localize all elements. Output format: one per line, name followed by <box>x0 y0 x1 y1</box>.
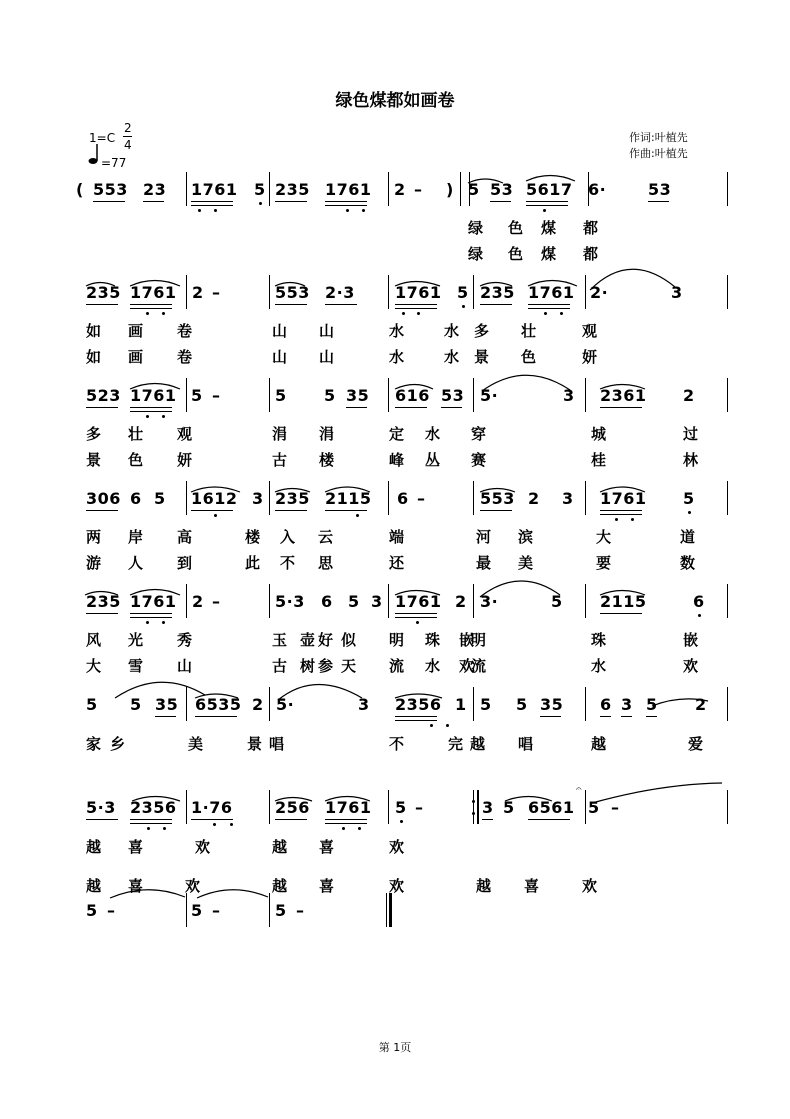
note-group: 1 <box>455 695 467 714</box>
note-group: 5 <box>551 592 563 611</box>
note-group: 1612 <box>191 489 238 508</box>
note-group: – <box>212 901 221 920</box>
lyric-char: 唱 <box>518 735 534 753</box>
note-group: 5617 <box>526 180 573 199</box>
lyric-char: 欢 <box>389 838 405 856</box>
note-group: 2 <box>192 592 204 611</box>
note-group: 1761 <box>130 283 177 302</box>
note-group: 6 <box>130 489 142 508</box>
lyric-char: 绿 <box>468 219 484 237</box>
note-group: 2 <box>192 283 204 302</box>
lyric-char: 水 <box>591 657 607 675</box>
lyric-char: 妍 <box>177 451 193 469</box>
lyric-char: 越 <box>86 838 102 856</box>
lyric-char: 丛 <box>425 451 441 469</box>
note-group: 6 <box>321 592 333 611</box>
note-group: 3 <box>252 489 264 508</box>
note-group: – <box>212 283 221 302</box>
note-group: 3 <box>621 695 633 714</box>
lyric-char: 越 <box>470 735 486 753</box>
lyric-char: 光 <box>128 631 144 649</box>
note-group: 2356 <box>130 798 177 817</box>
note-group: 5· <box>480 386 499 405</box>
note-group: 6 <box>397 489 409 508</box>
lyric-char: 要 <box>596 554 612 572</box>
note-group: 3 <box>563 386 575 405</box>
note-group: 1761 <box>395 592 442 611</box>
note-group: 5 <box>480 695 492 714</box>
note-group: 235 <box>480 283 515 302</box>
lyric-char: 似 <box>341 631 357 649</box>
lyric-char: 山 <box>177 657 193 675</box>
lyric-char: 好 <box>318 631 334 649</box>
note-group: 2· <box>590 283 609 302</box>
note-group: 3 <box>371 592 383 611</box>
lyric-char: 卷 <box>177 348 193 366</box>
tempo-marking: =77 <box>101 156 127 170</box>
lyric-char: 越 <box>591 735 607 753</box>
note-group: 6 <box>600 695 612 714</box>
note-group: 235 <box>275 489 310 508</box>
lyric-char: 古 <box>272 657 288 675</box>
lyric-char: 色 <box>521 348 537 366</box>
lyric-char: 色 <box>508 245 524 263</box>
note-group: 3 <box>358 695 370 714</box>
lyric-char: 端 <box>389 528 405 546</box>
lyric-char: 思 <box>318 554 334 572</box>
lyric-char: 如 <box>86 348 102 366</box>
lyric-char: 高 <box>177 528 193 546</box>
lyric-char: 两 <box>86 528 102 546</box>
lyric-char: 明 <box>471 631 487 649</box>
lyric-char: 壶 <box>300 631 316 649</box>
lyricist-credit: 作词:叶植先 <box>629 131 688 144</box>
lyric-char: 珠 <box>425 631 441 649</box>
lyric-char: 大 <box>86 657 102 675</box>
note-group: 553 <box>480 489 515 508</box>
note-group: 53 <box>490 180 514 199</box>
lyric-char: 道 <box>680 528 696 546</box>
lyric-char: 越 <box>272 838 288 856</box>
note-group: – <box>417 489 426 508</box>
lyric-char: 赛 <box>471 451 487 469</box>
note-group: 2 <box>528 489 540 508</box>
lyric-char: 楼 <box>245 528 261 546</box>
lyric-char: 观 <box>177 425 193 443</box>
note-group: 616 <box>395 386 430 405</box>
note-group: 5 <box>324 386 336 405</box>
note-group: 2 <box>252 695 264 714</box>
lyric-char: 欢 <box>582 877 598 895</box>
lyric-char: 喜 <box>319 877 335 895</box>
note-group: 6 <box>693 592 705 611</box>
note-group: 2356 <box>395 695 442 714</box>
note-group: 5 <box>646 695 658 714</box>
lyric-char: 爱 <box>688 735 704 753</box>
note-group: 53 <box>441 386 465 405</box>
note-group: 256 <box>275 798 310 817</box>
lyric-char: 欢 <box>459 657 475 675</box>
note-group: 5 <box>588 798 600 817</box>
note-group: 306 <box>86 489 121 508</box>
lyric-char: 越 <box>476 877 492 895</box>
note-group: 5· <box>276 695 295 714</box>
note-group: 5·3 <box>86 798 116 817</box>
lyric-char: 秀 <box>177 631 193 649</box>
lyric-char: 嵌 <box>459 631 475 649</box>
lyric-char: 到 <box>177 554 193 572</box>
lyric-char: 树 <box>300 657 316 675</box>
note-group: – <box>296 901 305 920</box>
note-group: 35 <box>346 386 370 405</box>
lyric-char: 还 <box>389 554 405 572</box>
lyric-char: 流 <box>471 657 487 675</box>
note-group: 1761 <box>395 283 442 302</box>
lyric-char: 完 <box>448 735 464 753</box>
page-footer: 第 1页 <box>378 1041 412 1054</box>
note-group: 35 <box>155 695 179 714</box>
lyric-char: 煤 <box>541 245 557 263</box>
note-group: 235 <box>86 283 121 302</box>
lyric-char: 景 <box>474 348 490 366</box>
note-group: 5 <box>348 592 360 611</box>
time-signature-bottom: 4 <box>124 138 132 152</box>
lyric-char: 景 <box>247 735 263 753</box>
lyric-char: 美 <box>188 735 204 753</box>
lyric-char: 岸 <box>128 528 144 546</box>
lyric-char: 玉 <box>272 631 288 649</box>
lyric-char: 天 <box>341 657 357 675</box>
note-group: 6535 <box>195 695 242 714</box>
note-group: 235 <box>86 592 121 611</box>
lyric-char: 欢 <box>683 657 699 675</box>
lyric-char: 水 <box>425 657 441 675</box>
note-group: 35 <box>540 695 564 714</box>
note-group: 6· <box>588 180 607 199</box>
note-group: 1761 <box>130 592 177 611</box>
lyric-char: 最 <box>476 554 492 572</box>
note-group: 2115 <box>325 489 372 508</box>
note-group: 3 <box>671 283 683 302</box>
lyric-char: 山 <box>319 322 335 340</box>
lyric-char: 古 <box>272 451 288 469</box>
lyric-char: 水 <box>389 348 405 366</box>
lyric-char: 喜 <box>128 877 144 895</box>
note-group: 5 <box>468 180 480 199</box>
note-group: 5 <box>275 901 287 920</box>
note-group: ) <box>446 180 454 199</box>
note-group: 5 <box>457 283 469 302</box>
lyric-char: 珠 <box>591 631 607 649</box>
lyric-char: 数 <box>680 554 696 572</box>
lyric-char: 流 <box>389 657 405 675</box>
lyric-char: 定 <box>389 425 405 443</box>
note-group: 5 <box>191 901 203 920</box>
lyric-char: 乡 <box>110 735 126 753</box>
lyric-char: 卷 <box>177 322 193 340</box>
fermata-icon: 𝄐 <box>576 784 582 795</box>
lyric-char: 煤 <box>541 219 557 237</box>
note-group: 2 <box>394 180 406 199</box>
note-group: 5·3 <box>275 592 305 611</box>
lyric-char: 大 <box>596 528 612 546</box>
lyric-char: 欢 <box>195 838 211 856</box>
composer-credit: 作曲:叶植先 <box>629 147 688 160</box>
lyric-char: 不 <box>389 735 405 753</box>
lyric-char: 欢 <box>389 877 405 895</box>
lyric-char: 壮 <box>521 322 537 340</box>
note-group: 2·3 <box>325 283 355 302</box>
note-group: ( <box>76 180 84 199</box>
note-group: 235 <box>275 180 310 199</box>
page-title: 绿色煤都如画卷 <box>335 91 455 111</box>
key-signature: 1=C <box>89 131 116 145</box>
lyric-char: 嵌 <box>683 631 699 649</box>
lyric-char: 人 <box>128 554 144 572</box>
lyric-char: 色 <box>508 219 524 237</box>
note-group: 1761 <box>130 386 177 405</box>
note-group: 3 <box>562 489 574 508</box>
note-group: – <box>414 180 423 199</box>
lyric-char: 入 <box>280 528 296 546</box>
lyric-char: 色 <box>128 451 144 469</box>
note-group: 1761 <box>325 180 372 199</box>
lyric-char: 如 <box>86 322 102 340</box>
note-group: 5 <box>516 695 528 714</box>
lyric-char: 穿 <box>471 425 487 443</box>
lyric-char: 涓 <box>319 425 335 443</box>
lyric-char: 河 <box>476 528 492 546</box>
lyric-char: 多 <box>474 322 490 340</box>
note-group: 2 <box>455 592 467 611</box>
lyric-char: 过 <box>683 425 699 443</box>
lyric-char: 明 <box>389 631 405 649</box>
lyric-char: 楼 <box>319 451 335 469</box>
lyric-char: 家 <box>86 735 102 753</box>
note-group: 5 <box>130 695 142 714</box>
lyric-char: 山 <box>272 322 288 340</box>
note-group: – <box>107 901 116 920</box>
lyric-char: 喜 <box>128 838 144 856</box>
lyric-char: 林 <box>683 451 699 469</box>
note-group: 5 <box>254 180 266 199</box>
lyric-char: 妍 <box>582 348 598 366</box>
lyric-char: 滨 <box>518 528 534 546</box>
lyric-char: 城 <box>591 425 607 443</box>
note-group: 5 <box>683 489 695 508</box>
lyric-char: 景 <box>86 451 102 469</box>
note-group: 5 <box>154 489 166 508</box>
lyric-char: 云 <box>318 528 334 546</box>
lyric-char: 不 <box>280 554 296 572</box>
lyric-char: 风 <box>86 631 102 649</box>
note-group: 2 <box>683 386 695 405</box>
time-signature-top: 2 <box>124 121 132 135</box>
lyric-char: 壮 <box>128 425 144 443</box>
note-group: 5 <box>191 386 203 405</box>
lyric-char: 唱 <box>269 735 285 753</box>
lyric-char: 越 <box>272 877 288 895</box>
lyric-char: 桂 <box>591 451 607 469</box>
note-group: 3· <box>480 592 499 611</box>
note-group: 1761 <box>600 489 647 508</box>
lyric-char: 绿 <box>468 245 484 263</box>
note-group: 1·76 <box>191 798 233 817</box>
note-group: 1761 <box>191 180 238 199</box>
note-group: 5 <box>275 386 287 405</box>
note-group: 3 <box>482 798 494 817</box>
note-group: 2 <box>695 695 707 714</box>
lyric-char: 多 <box>86 425 102 443</box>
lyric-char: 都 <box>583 219 599 237</box>
note-group: 5 <box>86 901 98 920</box>
note-group: 5 <box>395 798 407 817</box>
lyric-char: 观 <box>582 322 598 340</box>
note-group: 5 <box>503 798 515 817</box>
lyric-char: 雪 <box>128 657 144 675</box>
note-group: – <box>611 798 620 817</box>
note-group: 1761 <box>325 798 372 817</box>
note-group: 553 <box>93 180 128 199</box>
lyric-char: 山 <box>319 348 335 366</box>
note-group: – <box>415 798 424 817</box>
note-group: 6561 <box>528 798 575 817</box>
lyric-char: 越 <box>86 877 102 895</box>
lyric-char: 游 <box>86 554 102 572</box>
lyric-char: 喜 <box>319 838 335 856</box>
lyric-char: 参 <box>318 657 334 675</box>
note-group: 5 <box>86 695 98 714</box>
note-group: – <box>212 592 221 611</box>
lyric-char: 峰 <box>389 451 405 469</box>
lyric-char: 画 <box>128 348 144 366</box>
lyric-char: 水 <box>389 322 405 340</box>
lyric-char: 山 <box>272 348 288 366</box>
note-group: 2361 <box>600 386 647 405</box>
lyric-char: 欢 <box>185 877 201 895</box>
note-group: 53 <box>648 180 672 199</box>
lyric-char: 美 <box>518 554 534 572</box>
note-group: 1761 <box>528 283 575 302</box>
note-group: 2115 <box>600 592 647 611</box>
lyric-char: 此 <box>245 554 261 572</box>
note-group: – <box>212 386 221 405</box>
lyric-char: 涓 <box>272 425 288 443</box>
lyric-char: 水 <box>444 322 460 340</box>
lyric-char: 喜 <box>524 877 540 895</box>
lyric-char: 水 <box>425 425 441 443</box>
note-group: 523 <box>86 386 121 405</box>
lyric-char: 都 <box>583 245 599 263</box>
lyric-char: 水 <box>444 348 460 366</box>
note-group: 553 <box>275 283 310 302</box>
lyric-char: 画 <box>128 322 144 340</box>
note-group: 23 <box>143 180 167 199</box>
